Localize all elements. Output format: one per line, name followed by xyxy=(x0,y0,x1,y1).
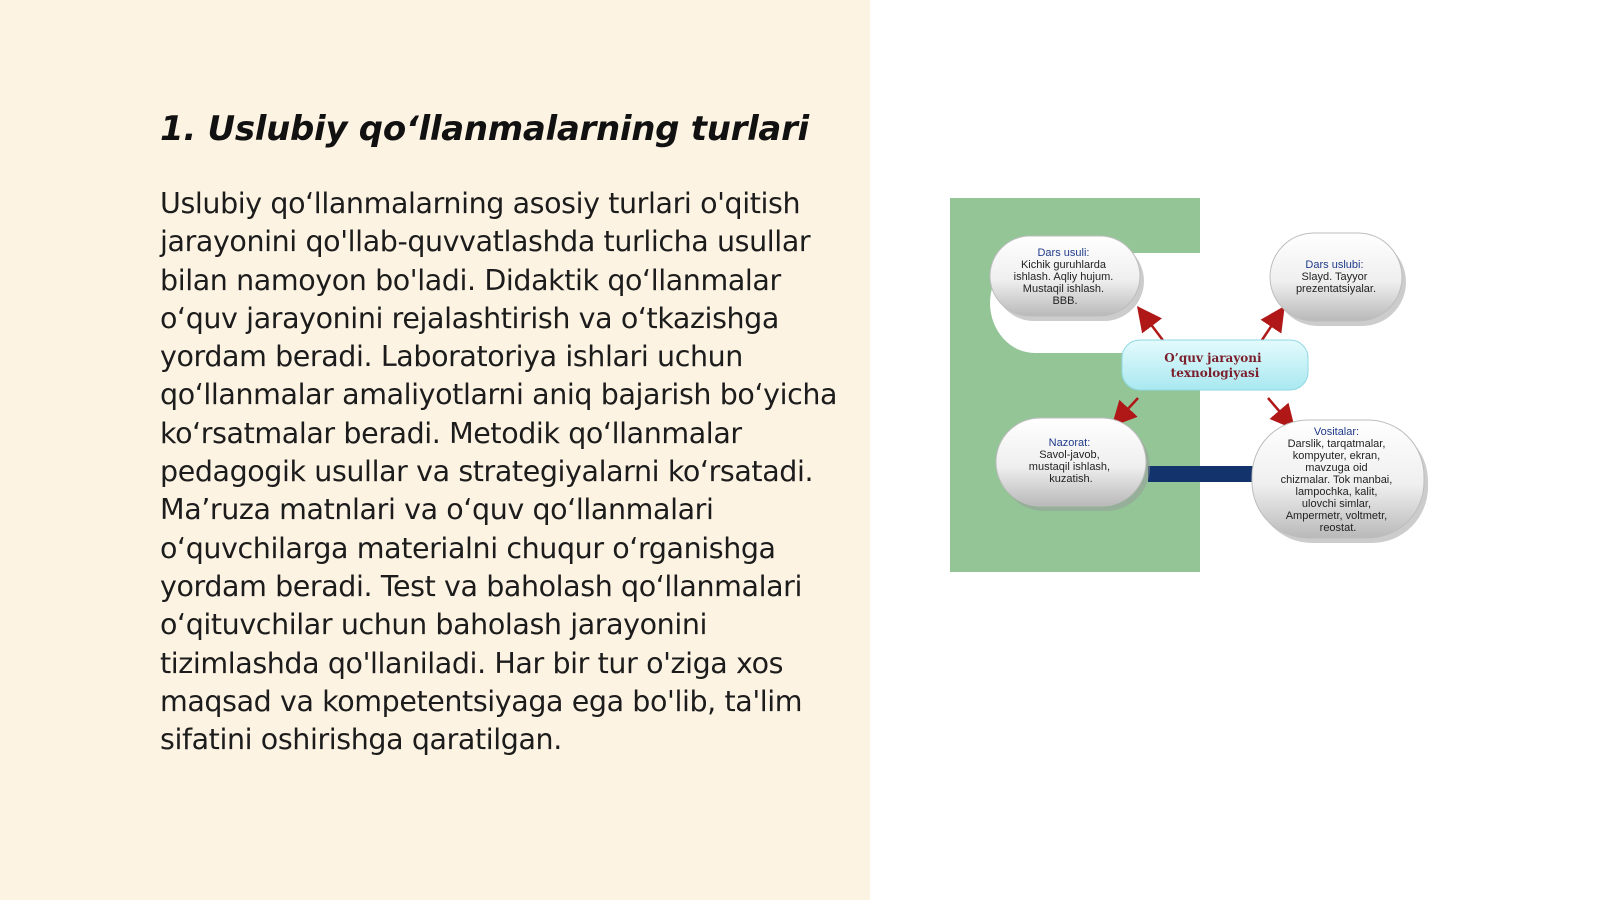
svg-text:Dars usuli: Kichik gur: Dars usuli: Kichik guruhlarda ishlash. Aqliy hujum. Mustaqil ishlash. BBB. xyxy=(1013,247,1114,307)
dars-usuli-heading: Dars usuli: xyxy=(1037,247,1090,259)
svg-text:Nazorat: Savol-javob,: Nazorat: Savol-javob, mustaqil ishlash, kuzatish. xyxy=(1028,437,1111,485)
slide-body-text: Uslubiy qo‘llanmalarning asosiy turlari o'qitish jarayonini qo'llab-quvvatlashda turlicha usullar bilan namoyon bo'ladi. Didaktik qo‘llanmalar o‘quv jarayonini rejalashtirish va o‘tkazishga yordam beradi. Laboratoriya ishlari uchun qo‘llanmalar amaliyotlarni aniq bajarish bo‘yicha ko‘rsatmalar beradi. Metodik qo‘llanmalar pedagogik usullar va strategiyalarni ko‘rsatadi. Ma’ruza matnlari va o‘quv qo‘llanmalari o‘quvchilarga materialni chuqur o‘rganishga yordam beradi. Test va baholash qo‘llanmalari o‘qituvchilar uchun baholash jarayonini tizimlashda qo'llaniladi. Har bir tur o'ziga xos maqsad va kompetentsiyaga ega bo'lib, ta'lim sifatini oshirishga qaratilgan. xyxy=(160,187,838,757)
arrow-to-dars-uslubi xyxy=(1260,310,1282,343)
arrow-to-dars-usuli xyxy=(1140,310,1165,343)
arrow-to-vositalar xyxy=(1268,398,1292,426)
node-vositalar xyxy=(1252,420,1428,543)
vositalar-heading: Vositalar: xyxy=(1313,426,1360,438)
node-dars-usuli xyxy=(990,236,1144,321)
node-nazorat xyxy=(996,418,1150,511)
learning-process-diagram xyxy=(950,198,1440,578)
slide-title: 1. Uslubiy qo‘llanmalarning turlari xyxy=(160,109,809,149)
svg-text:Vositalar: Darslik, tar: Vositalar: Darslik, tarqatmalar, kompyuter, ekran, mavzuga oid chizmalar. Tok manbai, lampochka, kalit, ulovchi simlar, Ampermetr, voltmetr, reostat. xyxy=(1280,426,1393,534)
svg-text:Dars uslubi: Slayd. Ta: Dars uslubi: Slayd. Tayyor prezentatsiyalar. xyxy=(1295,259,1377,295)
dars-uslubi-heading: Dars uslubi: xyxy=(1305,259,1364,271)
nazorat-heading: Nazorat: xyxy=(1048,437,1091,449)
node-dars-uslubi xyxy=(1270,233,1406,326)
connector-bar xyxy=(1148,466,1258,482)
node-oquv-jarayoni-texnologiyasi xyxy=(1122,340,1308,390)
svg-text:O’quv jarayoni texnologi: O’quv jarayoni texnologiyasi xyxy=(1164,351,1262,380)
